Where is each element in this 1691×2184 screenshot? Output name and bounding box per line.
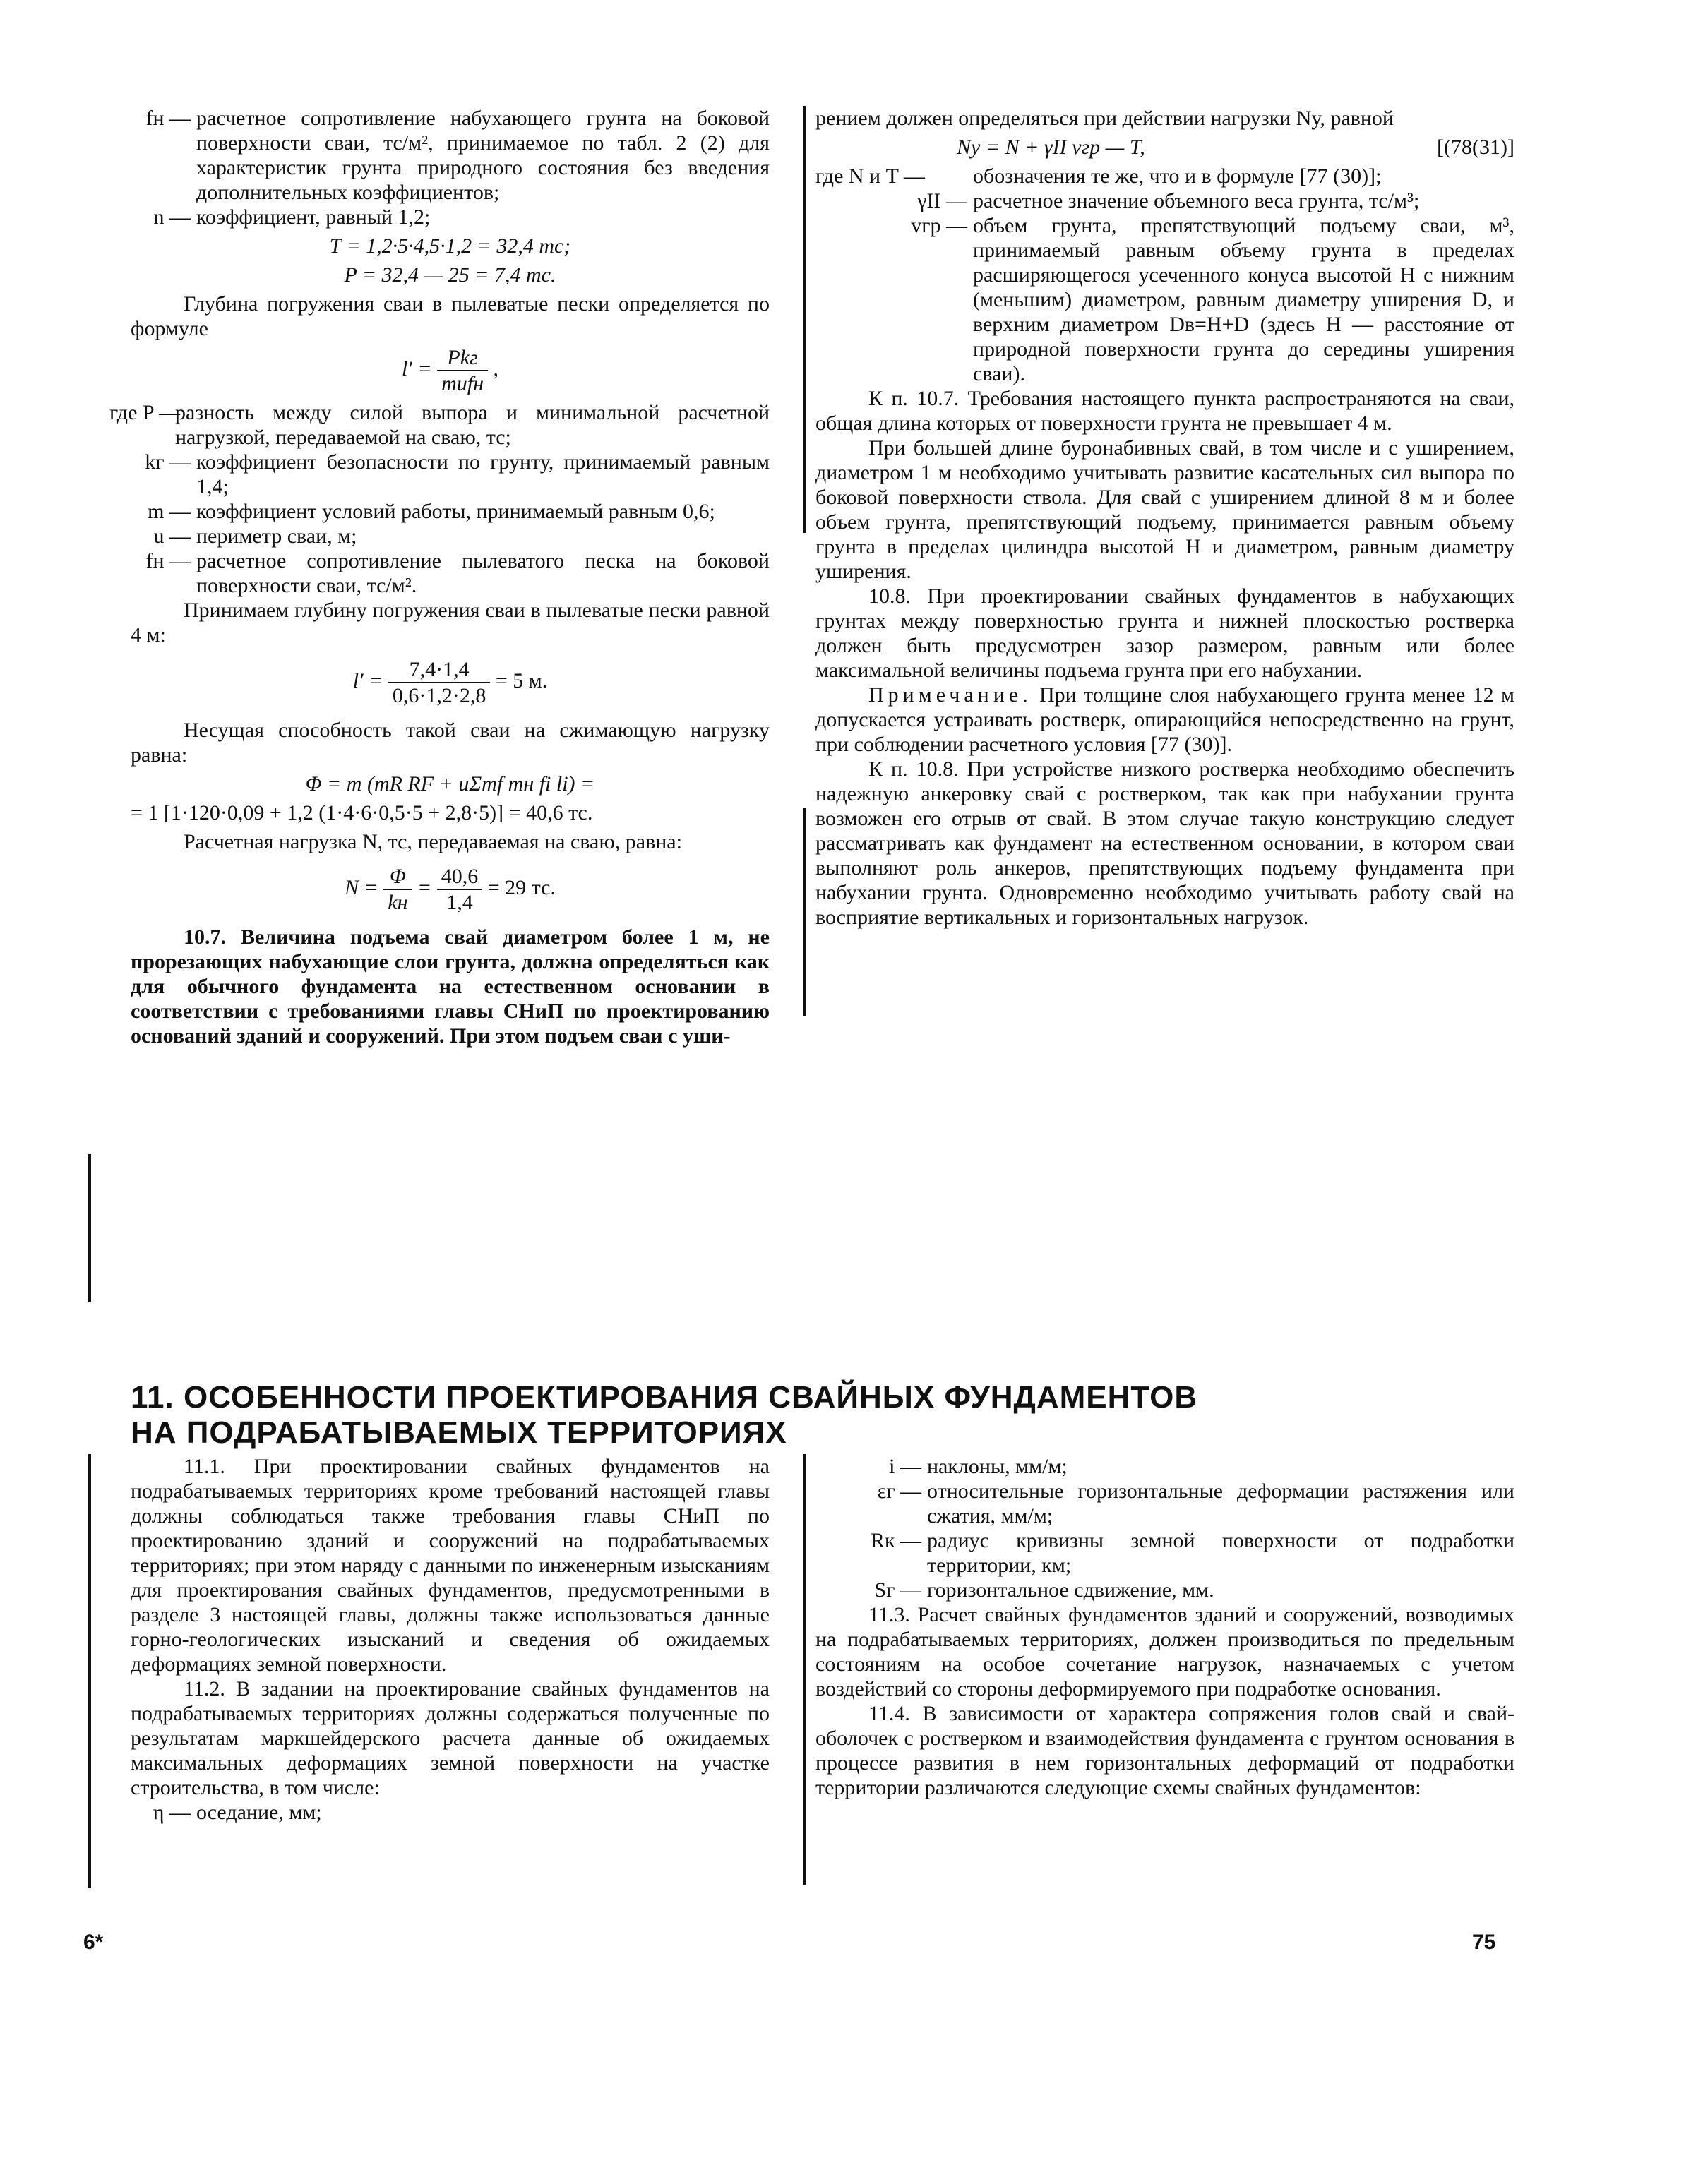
definition-term: fн — xyxy=(145,549,191,572)
definition-desc: горизонтальное сдвижение, мм. xyxy=(927,1578,1214,1602)
definition-term: fн — xyxy=(145,107,191,130)
paragraph: Расчетная нагрузка N, тс, передаваемая на сваю, равна: xyxy=(184,830,682,853)
column-bottom-right xyxy=(815,1454,1514,1800)
definition-desc: обозначения те же, что и в формуле [77 (30)]; xyxy=(973,164,1382,188)
column-bottom-left xyxy=(131,1454,770,1825)
definition-term: γII — xyxy=(917,189,967,212)
formula: = 1 [1·120·0,09 + 1,2 (1·4·6·0,5·5 + 2,8·5)] = 40,6 тс. xyxy=(131,801,593,824)
definition-item xyxy=(131,450,770,499)
formula-eq: = xyxy=(417,875,432,899)
formula-fraction xyxy=(131,657,770,708)
definition-desc: расчетное сопротивление набухающего грунта на боковой поверхности сваи, тс/м², принимаемое по табл. 2 (2) для характеристик грунта природного состояния без введения дополнительных коэффициентов; xyxy=(196,107,770,204)
definition-desc: разность между силой выпора и минимальной расчетной нагрузкой, передаваемой на сваю, тс; xyxy=(175,401,770,449)
margin-bar xyxy=(88,1454,91,1888)
paragraph: К п. 10.7. Требования настоящего пункта распространяются на сваи, общая длина которых от поверхности грунта не превышает 4 м. xyxy=(815,387,1514,435)
formula-fraction xyxy=(131,345,770,396)
definition-term: kг — xyxy=(145,450,191,474)
fraction-numerator: 40,6 xyxy=(437,864,483,890)
fraction xyxy=(437,864,483,915)
definition-term: vгр — xyxy=(911,214,967,237)
page-signature: 6* xyxy=(83,1931,104,1954)
paragraph: Глубина погружения сваи в пылеватые пески определяется по формуле xyxy=(131,292,770,340)
definition-term: Rк — xyxy=(870,1529,921,1552)
definition-desc: расчетное значение объемного веса грунта, тс/м³; xyxy=(973,189,1420,212)
definition-term: Sг — xyxy=(874,1578,921,1602)
definition-desc: оседание, мм; xyxy=(196,1801,322,1824)
note xyxy=(815,683,1514,757)
margin-bar xyxy=(88,1154,91,1302)
formula: P = 32,4 — 25 = 7,4 тс. xyxy=(344,263,556,287)
page-number: 75 xyxy=(1472,1931,1496,1954)
definition-desc: радиус кривизны земной поверхности от подработки территории, км; xyxy=(927,1529,1514,1577)
definition-item xyxy=(131,106,770,205)
definition-term: n — xyxy=(153,205,191,229)
definition-item xyxy=(131,548,770,598)
definition-term: εг — xyxy=(877,1480,921,1503)
paragraph-clause-11-2: 11.2. В задании на проектирование свайных фундаментов на подрабатываемых территориях должны содержаться полученные по результатам маркшейдерского расчета данные об ожидаемых максимальных деформациях земной поверхности на участке строительства, в том числе: xyxy=(131,1677,770,1799)
section-heading xyxy=(131,1380,1514,1451)
definition-desc: наклоны, мм/м; xyxy=(927,1455,1068,1478)
note-label: Примечание. xyxy=(868,683,1032,707)
paragraph: К п. 10.8. При устройстве низкого ростверка необходимо обеспечить надежную анкеровку свай с ростверком, так как при набухании грунта возможен его отрыв от свай. В этом случае такую конструкцию следует рассматривать как фундамент на естественном основании, в котором сваи выполняют роль анкеров, препятствующих подъему фундамента при набухании грунта. Одновременно необходимо учитывать работу свай на восприятие вертикальных и горизонтальных нагрузок. xyxy=(815,757,1514,929)
fraction xyxy=(388,657,490,708)
formula-number: [(78(31)] xyxy=(1437,136,1514,159)
definition-term: m — xyxy=(148,500,191,523)
definition-desc: коэффициент условий работы, принимаемый равным 0,6; xyxy=(196,500,715,523)
definition-desc: коэффициент безопасности по грунту, принимаемый равным 1,4; xyxy=(196,450,770,498)
fraction xyxy=(383,864,412,915)
note-text: При толщине слоя набухающего грунта менее 12 м допускается устраивать ростверк, опирающийся непосредственно на грунт, при соблюдении расчетного условия [77 (30)]. xyxy=(815,683,1515,756)
clause-text: Величина подъема свай диаметром более 1 м, не прорезающих набухающие слои грунта, должна определяться как для обычного фундамента на естественном основании в соответствии с требованиями главы СНиП по проектированию оснований зданий и сооружений. При этом подъем сваи с уши- xyxy=(131,925,770,1048)
margin-bar xyxy=(803,106,806,533)
definition-item xyxy=(815,213,1514,386)
fraction-denominator: kн xyxy=(388,891,408,914)
definition-term: где N и T — xyxy=(815,164,925,188)
formula: Nу = N + γII vгр — T, xyxy=(957,136,1145,159)
definition-item xyxy=(815,164,1514,188)
heading-line: 11. ОСОБЕННОСТИ ПРОЕКТИРОВАНИЯ СВАЙНЫХ ФУНДАМЕНТОВ xyxy=(131,1380,1198,1415)
paragraph-clause-11-4: 11.4. В зависимости от характера сопряжения голов свай и свай-оболочек с ростверком и взаимодействия фундамента с грунтом основания в процессе развития в нем горизонтальных деформаций от подработки территории различаются следующие схемы свайных фундаментов: xyxy=(815,1702,1514,1799)
paragraph-clause-11-3: 11.3. Расчет свайных фундаментов зданий и сооружений, возводимых на подрабатываемых территориях, должен производиться по предельным состояниям на особое сочетание нагрузок, назначаемых с учетом воздействий со стороны деформируемого при подработке основания. xyxy=(815,1603,1514,1700)
fraction-numerator: Φ xyxy=(383,864,412,890)
formula: Φ = m (mR RF + uΣmf mн fi li) = xyxy=(305,772,595,796)
fraction-denominator: 1,4 xyxy=(446,891,473,914)
formula-tail: , xyxy=(493,356,499,380)
definition-item xyxy=(131,205,770,229)
column-top-left xyxy=(109,106,770,1048)
definition-term: где P — xyxy=(109,401,180,424)
definition-item xyxy=(815,1578,1514,1602)
paragraph: Принимаем глубину погружения сваи в пылеватые пески равной 4 м: xyxy=(131,599,770,647)
definition-item xyxy=(815,1479,1514,1528)
paragraph: Несущая способность такой сваи на сжимающую нагрузку равна: xyxy=(131,719,770,767)
formula-fraction xyxy=(131,864,770,915)
definition-item xyxy=(815,1454,1514,1479)
fraction xyxy=(437,345,488,396)
formula-rhs: = 29 тс. xyxy=(487,875,556,899)
definition-desc: коэффициент, равный 1,2; xyxy=(196,205,431,229)
definition-desc: расчетное сопротивление пылеватого песка на боковой поверхности сваи, тс/м². xyxy=(196,549,770,597)
fraction-numerator: Pkг xyxy=(437,345,488,371)
definition-item xyxy=(131,1800,770,1825)
paragraph-clause-11-1: 11.1. При проектировании свайных фундаментов на подрабатываемых территориях кроме требований настоящей главы должны соблюдаться также требования главы СНиП по проектированию зданий и сооружений на подрабатываемых территориях; при этом наряду с данными по инженерным изысканиям для проектирования свайных фундаментов, предусмотренными в разделе 3 настоящей главы, должны также использоваться данные горно-геологических изысканий и сведения об ожидаемых деформациях земной поверхности. xyxy=(131,1455,770,1676)
formula-lhs: l′ = xyxy=(352,668,383,692)
paragraph-clause-10-8: 10.8. При проектировании свайных фундаментов в набухающих грунтах между поверхностью грунта и нижней плоскостью ростверка должен быть предусмотрен зазор размером, равным или более максимальной величины подъема грунта при его набухании. xyxy=(815,584,1514,682)
formula-rhs: = 5 м. xyxy=(495,668,548,692)
fraction-denominator: 0,6·1,2·2,8 xyxy=(392,684,486,707)
clause-number: 10.7. xyxy=(184,925,226,949)
paragraph-clause-10-7 xyxy=(131,925,770,1048)
definition-desc: объем грунта, препятствующий подъему сваи, м³, принимаемый равным объему грунта в пределах расширяющегося усеченного конуса высотой H с нижним (меньшим) диаметром, равным диаметру уширения D, и верхним диаметром Dв=H+D (здесь H — расстояние от природной поверхности грунта до середины уширения сваи). xyxy=(973,214,1514,385)
definition-item xyxy=(131,499,770,524)
margin-bar xyxy=(803,1454,806,1885)
heading-line: НА ПОДРАБАТЫВАЕМЫХ ТЕРРИТОРИЯХ xyxy=(131,1415,787,1450)
definition-item xyxy=(109,400,770,450)
margin-bar xyxy=(803,808,806,1016)
definition-item xyxy=(131,524,770,548)
definition-item xyxy=(815,188,1514,213)
formula-lhs: l′ = xyxy=(401,356,432,380)
definition-desc: относительные горизонтальные деформации растяжения или сжатия, мм/м; xyxy=(927,1480,1514,1528)
fraction-numerator: 7,4·1,4 xyxy=(388,657,490,683)
definition-item xyxy=(815,1528,1514,1578)
paragraph: рением должен определяться при действии нагрузки Nу, равной xyxy=(815,107,1394,130)
formula-lhs: N = xyxy=(345,875,378,899)
definition-term: u — xyxy=(153,524,191,548)
formula: T = 1,2·5·4,5·1,2 = 32,4 тс; xyxy=(329,234,571,258)
definition-term: η — xyxy=(153,1801,191,1824)
column-top-right xyxy=(815,106,1514,930)
formula-numbered xyxy=(957,135,1514,160)
definition-desc: периметр сваи, м; xyxy=(196,524,357,548)
fraction-denominator: mufн xyxy=(441,372,484,395)
paragraph: При большей длине буронабивных свай, в том числе и с уширением, диаметром 1 м необходимо учитывать развитие касательных сил выпора по боковой поверхности ствола. Для свай с уширением длиной 8 м и более объем грунта, препятствующий подъему, принимается равным объему грунта в пределах цилиндра высотой H и диаметром, равным диаметру уширения. xyxy=(815,436,1514,583)
definition-term: i — xyxy=(889,1455,921,1478)
